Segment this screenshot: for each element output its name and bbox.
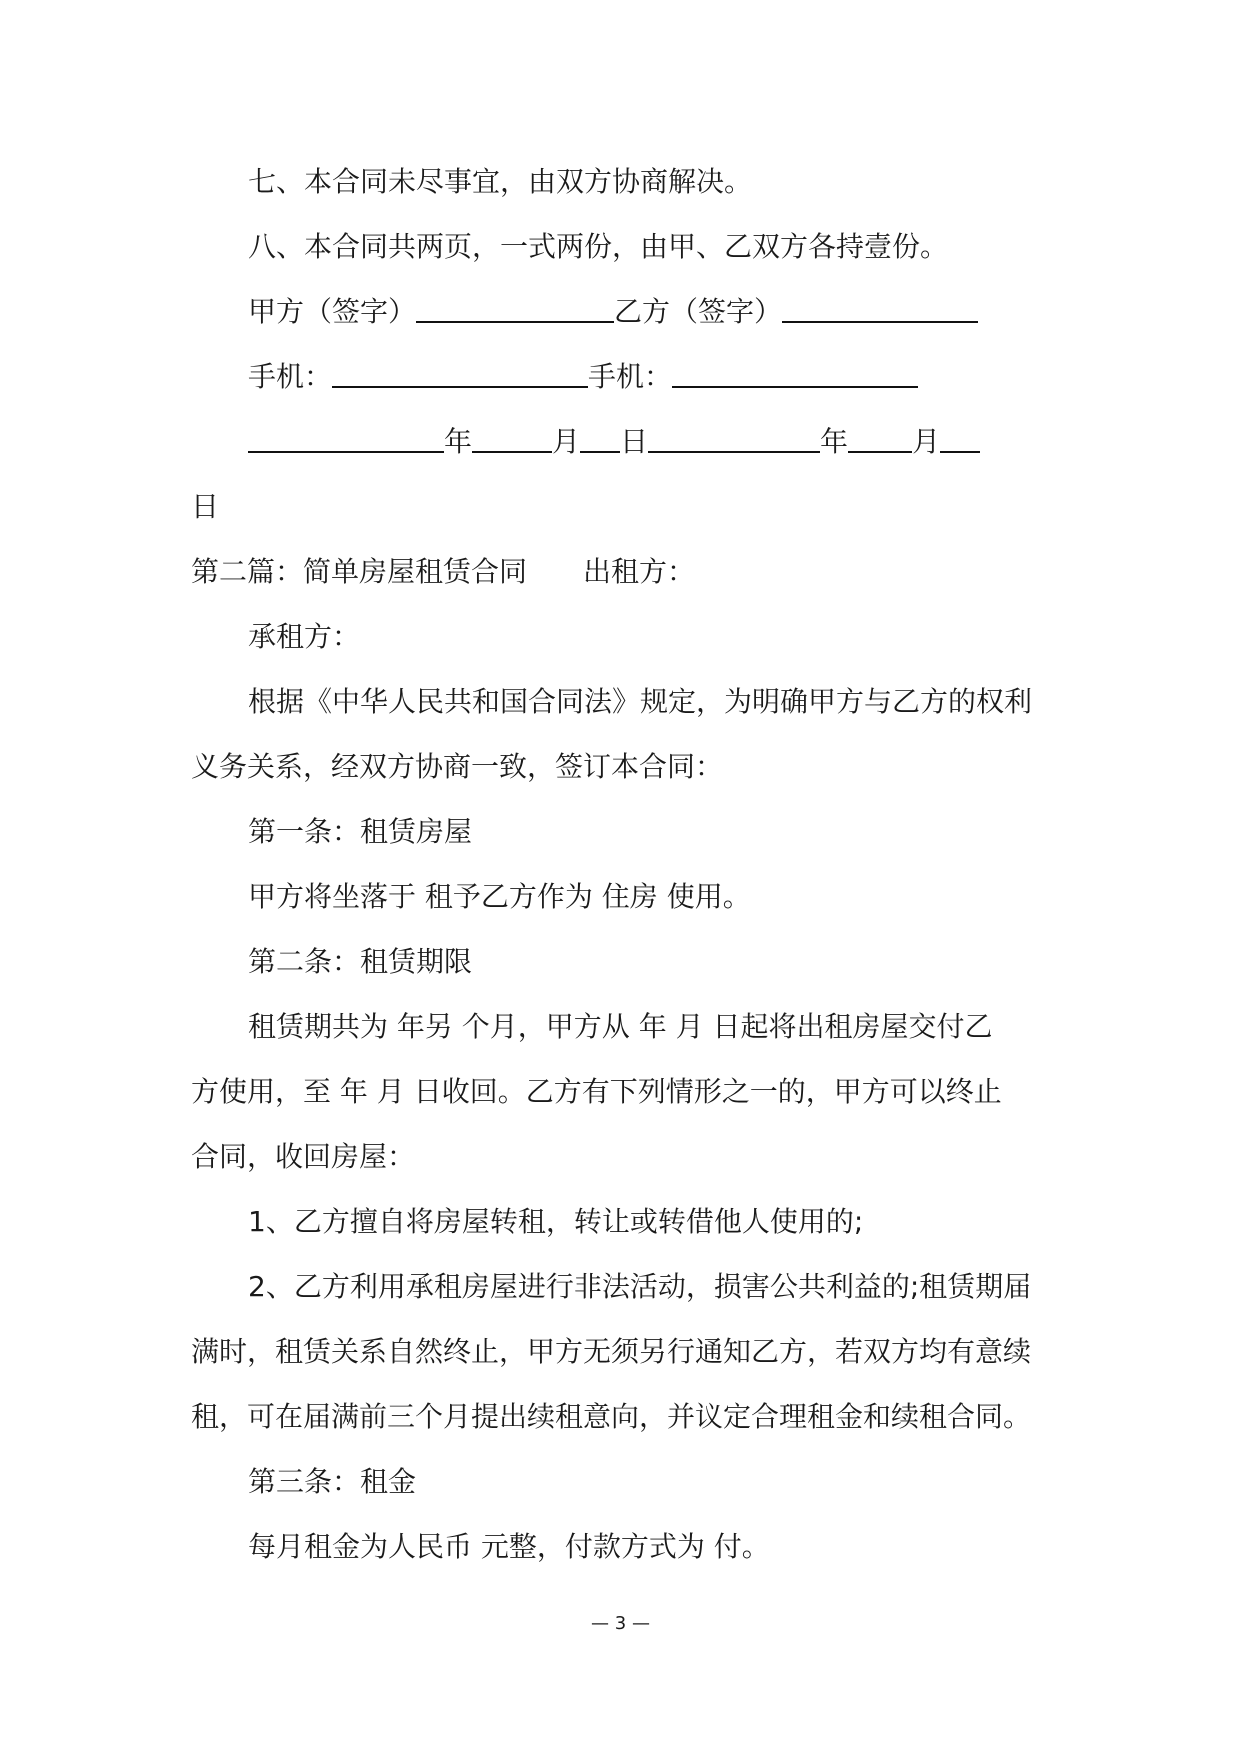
- paragraph-line: 合同，收回房屋：: [191, 1140, 416, 1173]
- date-b-day-blank: [940, 425, 980, 453]
- phone-a-label: 手机：: [248, 360, 333, 393]
- date-a-day-label: 日: [620, 425, 649, 458]
- lessee-label: 承租方：: [248, 620, 361, 653]
- party-a-sign-blank: [416, 295, 614, 323]
- phone-b-blank: [672, 360, 918, 388]
- paragraph-line: 甲方将坐落于 租予乙方作为 住房 使用。: [248, 880, 751, 913]
- paragraph-line: 租赁期共为 年另 个月，甲方从 年 月 日起将出租房屋交付乙: [248, 1010, 993, 1043]
- signature-line: [0, 292, 1241, 332]
- date-b-year-blank: [648, 425, 820, 453]
- date-a-month-blank: [472, 425, 552, 453]
- date-a-year-blank: [248, 425, 444, 453]
- paragraph-line: 满时，租赁关系自然终止，甲方无须另行通知乙方，若双方均有意续: [191, 1335, 1032, 1368]
- lessor-label: 出租方：: [583, 555, 696, 588]
- section-title: 第二篇：简单房屋租赁合同: [191, 555, 528, 588]
- phone-a-blank: [332, 360, 588, 388]
- date-a-day-blank: [580, 425, 620, 453]
- date-a-year-label: 年: [444, 425, 473, 458]
- date-b-month-label: 月: [912, 425, 941, 458]
- date-line: [0, 422, 1241, 462]
- article-two-heading: 第二条：租赁期限: [248, 945, 473, 978]
- article-three-heading: 第三条：租金: [248, 1465, 417, 1498]
- article-one-heading: 第一条：租赁房屋: [248, 815, 473, 848]
- paragraph-line: 方使用，至 年 月 日收回。乙方有下列情形之一的，甲方可以终止: [191, 1075, 1002, 1108]
- date-b-day-label: 日: [191, 490, 220, 523]
- date-a-month-label: 月: [552, 425, 581, 458]
- phone-b-label: 手机：: [588, 360, 673, 393]
- party-b-sign-blank: [782, 295, 978, 323]
- clause-seven: 七、本合同未尽事宜，由双方协商解决。: [248, 165, 753, 198]
- party-a-sign-label: 甲方（签字）: [248, 295, 417, 328]
- paragraph-line: 根据《中华人民共和国合同法》规定，为明确甲方与乙方的权利: [248, 685, 1033, 718]
- paragraph-line: 义务关系，经双方协商一致，签订本合同：: [191, 750, 724, 783]
- party-b-sign-label: 乙方（签字）: [614, 295, 783, 328]
- paragraph-line: 每月租金为人民币 元整，付款方式为 付。: [248, 1530, 770, 1563]
- list-item: 1、乙方擅自将房屋转租，转让或转借他人使用的;: [248, 1205, 864, 1238]
- list-item: 2、乙方利用承租房屋进行非法活动，损害公共利益的;租赁期届: [248, 1270, 1032, 1303]
- date-b-year-label: 年: [820, 425, 849, 458]
- date-b-month-blank: [848, 425, 912, 453]
- paragraph-line: 租，可在届满前三个月提出续租意向，并议定合理租金和续租合同。: [191, 1400, 1032, 1433]
- section-heading-line: [0, 552, 1241, 592]
- page-number: — 3 —: [591, 1613, 650, 1634]
- clause-eight: 八、本合同共两页，一式两份，由甲、乙双方各持壹份。: [248, 230, 949, 263]
- phone-line: [0, 357, 1241, 397]
